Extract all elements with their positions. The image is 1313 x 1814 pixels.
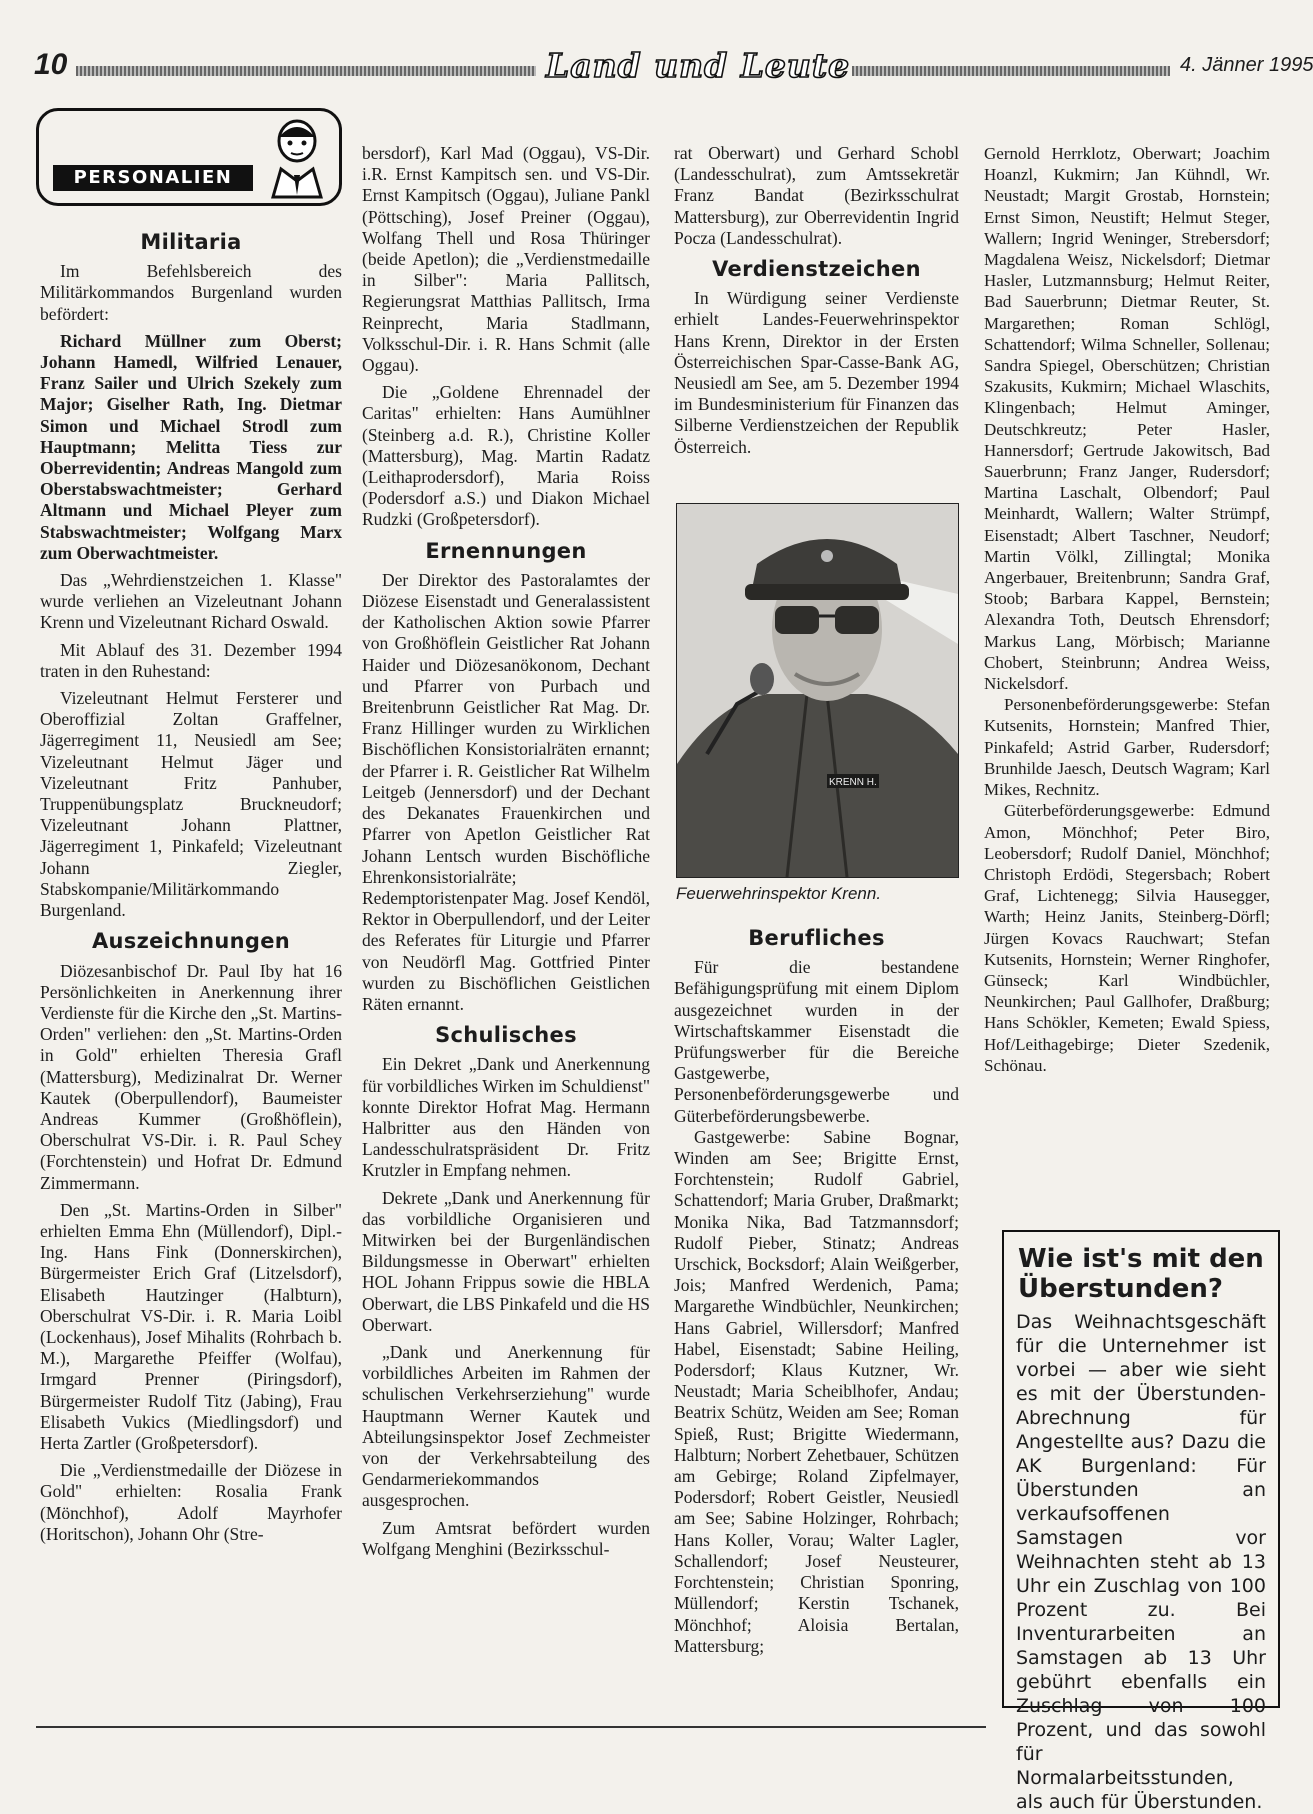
heading-schulisches: Schulisches (435, 1023, 577, 1048)
paragraph: Güterbeförderungsgewerbe: Edmund Amon, Mönchhof; Peter Biro, Leobersdorf; Rudolf Daniel, Mönchhof; Christoph Erdödi, Stegersbach; Robert Graf, Lichtenegg; Silvia Hausegger, Warth; Heinz Janits, Steinberg-Dörfl; Jürgen Kovacs Rauchwart; Stefan Kutsenits, Hornstein; Werner Ringhofer, Günseck; Karl Windbüchler, Neunkirchen; Paul Gallhofer, Draßburg; Hans Schökler, Kemeten; Ewald Spiess, Hof/Leithagebirge; Dieter Szedenik, Schönau. (984, 801, 1270, 1075)
heading-auszeichnungen: Auszeichnungen (91, 929, 291, 954)
header-rule-right (852, 66, 1170, 76)
heading-verdienstzeichen: Verdienstzeichen (712, 257, 921, 282)
photo-krenn (676, 503, 959, 878)
section-title: Land und Leute (546, 46, 851, 85)
paragraph: rat Oberwart) und Gerhard Schobl (Landesschulrat), zum Amtssekretär Franz Bandat (Bezirksschulrat Mattersburg), zur Oberrevidentin Ingrid Pocza (Landesschulrat). (674, 143, 959, 248)
paragraph: Den „St. Martins-Orden in Silber" erhielten Emma Ehn (Müllendorf), Dipl.-Ing. Hans Fink (Donnerskirchen), Bürgermeister Erich Graf (Litzelsdorf), Elisabeth Hautzinger (Halbturn), Oberschulrat VS-Dir. i. R. Maria Loibl (Lockenhaus), Josef Mihalits (Rohrbach b. M.), Margarethe Pfeiffer (Wolfau), Irmgard Prenner (Piringsdorf), Bürgermeister Rudolf Titz (Jabing), Frau Elisabeth Vukics (Miedlingsdorf) und Herta Zartler (Großpetersdorf). (40, 1199, 342, 1453)
person-icon (267, 117, 327, 197)
paragraph: bersdorf), Karl Mad (Oggau), VS-Dir. i.R. Ernst Kampitsch sen. und VS-Dir. Ernst Kampitsch (Oggau), Juliane Pankl (Pöttsching), Josef Preiner (Oggau), Wolfang Thell und Rosa Thüringer (beide Apetlon); die „Verdienstmedaille in Silber": Maria Pallitsch, Regierungsrat Matthias Pallitsch, Irma Reinprecht, Maria Stadlmann, Volksschul-Dir. i. R. Hans Schmit (alle Oggau). (362, 143, 650, 376)
heading-militaria: Militaria (140, 230, 242, 254)
column-4 (984, 143, 1270, 1076)
overtime-text: Das Weihnachtsgeschäft für die Unternehmer ist vorbei — aber wie sieht es mit der Überstunden-Abrechnung für Angestellte aus? Dazu die AK Burgenland: Für Überstunden an verkaufsoffenen Samstagen vor Weihnachten steht ab 13 Uhr ein Zuschlag von 100 Prozent zu. Bei Inventurarbeiten an Samstagen ab 13 Uhr gebührt ebenfalls ein Zuschlag von 100 Prozent, und das sowohl für Normalarbeitsstunden, als auch für Überstunden. (1016, 1311, 1266, 1813)
paragraph: Der Direktor des Pastoralamtes der Diözese Eisenstadt und Generalassistent der Katholischen Aktion sowie Pfarrer von Großhöflein Geistlicher Rat Johann Haider und Diözesanökonom, Dechant und Pfarrer von Purbach und Breitenbrunn Geistlicher Rat Mag. Dr. Franz Hillinger wurden zu Wirklichen Bischöflichen Konsistorialräten ernannt; der Pfarrer i. R. Geistlicher Rat Wilhelm Leitgeb (Jennersdorf) und der Dechant des Dekanates Frauenkirchen und Pfarrer von Apetlon Geistlicher Rat Johann Lentsch wurden Bischöfliche Ehrenkonsistorialräte; Redemptoristenpater Mag. Josef Kendöl, Rektor in Oberpullendorf, und der Leiter des Referates für Liturgie und Pfarrer von Neudörfl Mag. Gottfried Pinter wurden zu Bischöflichen Geistlichen Räten ernannt. (362, 569, 650, 1014)
page-number: 10 (34, 48, 68, 81)
paragraph: Diözesanbischof Dr. Paul Iby hat 16 Persönlichkeiten in Anerkennung ihrer Verdienste für die Kirche den „St. Martins-Orden" verliehen: den „St. Martins-Orden in Gold" erhielten Theresia Grafl (Mattersburg), Medizinalrat Dr. Werner Kautek (Oberpullendorf), Baumeister Andreas Kummer (Großhöflein), Oberschulrat VS-Dir. i. R. Paul Schey (Forchtenstein) und Hofrat Dr. Edmund Zimmermann. (40, 960, 342, 1193)
heading-ernennungen: Ernennungen (425, 538, 587, 563)
paragraph: Gernold Herrklotz, Oberwart; Joachim Hoanzl, Kukmirn; Jan Kühndl, Wr. Neustadt; Margit Grostab, Hornstein; Ernst Simon, Neustift; Helmut Steger, Wallern; Ingrid Weninger, Strebersdorf; Magdalena Weisz, Nickelsdorf; Dietmar Hasler, Lutzmannsburg; Helmut Reiter, Bad Sauerbrunn; Dietmar Reuter, St. Margarethen; Roman Schlögl, Schattendorf; Wilma Schneller, Sollenau; Sandra Spiegel, Oberschützen; Christian Szakusits, Kukmirn; Michael Wlaschits, Klingenbach; Helmut Aminger, Deutschkreutz; Peter Hasler, Hannersdorf; Gertrude Jakowitsch, Bad Sauerbrunn; Franz Janger, Rudersdorf; Martina Laschalt, Olbendorf; Paul Meinhardt, Wallern; Walter Strümpf, Eisenstadt; Albert Taschner, Neudorf; Martin Völkl, Zillingtal; Monika Angerbauer, Breitenbrunn; Sandra Graf, Stoob; Barbara Kappel, Bernstein; Alexandra Toth, Deutsch Ehrensdorf; Markus Lang, Mörbisch; Marianne Chobert, Steinbrunn; Andrea Weiss, Nickelsdorf. (984, 144, 1270, 694)
photo-caption: Feuerwehrinspektor Krenn. (676, 884, 882, 903)
paragraph: Ein Dekret „Dank und Anerkennung für vorbildliches Wirken im Schuldienst" konnte Direktor Hofrat Mag. Hermann Halbritter aus den Händen von Landesschulratspräsident Dr. Fritz Krutzler in Empfang nehmen. (362, 1054, 651, 1181)
paragraph: Richard Müllner zum Oberst; Johann Hamedl, Wilfried Lenauer, Franz Sailer und Ulrich Szekely zum Major; Giselher Rath, Ing. Dietmar Simon und Michael Strodl zum Hauptmann; Melitta Tiess zur Oberrevidentin; Andreas Mangold zum Oberstabswachtmeister; Gerhard Altmann und Michael Pleyer zum Stabswachtmeister; Wolfgang Marx zum Oberwachtmeister. (40, 330, 342, 563)
paragraph: In Würdigung seiner Verdienste erhielt Landes-Feuerwehrinspektor Hans Krenn, Direktor in der Ersten Österreichischen Spar-Casse-Bank AG, Neusiedl am See, am 5. Dezember 1994 im Bundesministerium für Finanzen das Silberne Verdienstzeichen der Republik Österreich. (674, 288, 959, 457)
paragraph: „Dank und Anerkennung für vorbildliches Arbeiten im Rahmen der schulischen Verkehrserziehung" wurde Hauptmann Werner Kautek und Abteilungsinspektor Josef Zechmeister von der Verkehrsabteilung des Gendarmeriekommandos ausgesprochen. (362, 1341, 650, 1511)
paragraph: Das „Wehrdienstzeichen 1. Klasse" wurde verliehen an Vizeleutnant Johann Krenn und Vizeleutnant Richard Oswald. (40, 570, 342, 633)
personalien-banner: PERSONALIEN (53, 165, 253, 191)
paragraph: Für die bestandene Befähigungsprüfung mit einem Diplom ausgezeichnet wurden in der Wirtschaftskammer Eisenstadt die Prüfungswerber für die Bereiche Gastgewerbe, Personenbeförderungsgewerbe und Güterbeförderungsbewerbe. (674, 957, 959, 1126)
personalien-box (36, 108, 342, 206)
paragraph: Vizeleutnant Helmut Fersterer und Oberoffizial Zoltan Graffelner, Jägerregiment 11, Neusiedl am See; Vizeleutnant Helmut Jäger und Vizeleutnant Fritz Panhuber, Truppenübungsplatz Bruckneudorf; Vizeleutnant Johann Plattner, Jägerregiment 1, Pinkafeld; Vizeleutnant Johann Ziegler, Stabskompanie/Militärkommando Burgenland. (40, 688, 342, 921)
heading-berufliches: Berufliches (748, 926, 885, 950)
paragraph: Im Befehlsbereich des Militärkommandos Burgenland wurden befördert: (40, 261, 342, 324)
paragraph: Gastgewerbe: Sabine Bognar, Winden am See; Brigitte Ernst, Forchtenstein; Rudolf Gabriel, Schattendorf; Maria Gruber, Draßmarkt; Monika Nika, Bad Tatzmannsdorf; Rudolf Pieber, Stinatz; Andreas Urschick, Bocksdorf; Alain Weißgerber, Jois; Manfred Werdenich, Pama; Margarethe Windbüchler, Neunkirchen; Hans Gabriel, Willersdorf; Manfred Habel, Eisenstadt; Sabine Heiling, Podersdorf; Klaus Kutzner, Wr. Neustadt; Maria Scheiblhofer, Andau; Beatrix Schütz, Weiden am See; Roman Spieß, Rust; Brigitte Wiedermann, Halbturn; Norbert Zehetbauer, Schützen am Gebirge; Roland Zipfelmayer, Podersdorf; Robert Geistler, Neusiedl am See; Sabine Holzinger, Rohrbach; Hans Koller, Vorau; Walter Lagler, Schallendorf; Josef Neusteurer, Forchtenstein; Christian Sponring, Müllendorf; Kerstin Tschanek, Mönchhof; Aloisia Bertalan, Mattersburg; (674, 1126, 959, 1656)
paragraph: Mit Ablauf des 31. Dezember 1994 traten in den Ruhestand: (40, 639, 342, 681)
paragraph: Dekrete „Dank und Anerkennung für das vorbildliche Organisieren und Mitwirken bei der Burgenländischen Bildungsmesse in Oberwart" erhielten HOL Johann Frippus sowie die HBLA Oberwart, die LBS Pinkafeld und die HS Oberwart. (362, 1187, 650, 1335)
column-3 (674, 143, 959, 458)
paragraph: Die „Goldene Ehrennadel der Caritas" erhielten: Hans Aumühlner (Steinberg a.d. R.), Christine Koller (Mattersburg), Mag. Martin Radatz (Leithaprodersdorf), Maria Roiss (Podersdorf a.S.) und Diakon Michael Rudzki (Großpetersdorf). (362, 382, 650, 530)
paragraph: Die „Verdienstmedaille der Diözese in Gold" erhielten: Rosalia Frank (Mönchhof), Adolf Mayrhofer (Horitschon), Johann Ohr (Stre- (40, 1460, 342, 1544)
paragraph: Personenbeförderungsgewerbe: Stefan Kutsenits, Hornstein; Manfred Thier, Pinkafeld; Astrid Garber, Rudersdorf; Brunhilde Jaesch, Deutsch Wagram; Karl Mikes, Rechnitz. (984, 695, 1270, 800)
header-rule-left (76, 66, 536, 76)
column-3-lower (674, 918, 959, 1657)
paragraph: Zum Amtsrat befördert wurden Wolfgang Menghini (Bezirksschul- (362, 1517, 650, 1559)
overtime-box (1002, 1230, 1280, 1813)
bottom-rule (36, 1726, 986, 1728)
name-tag: KRENN H. (829, 777, 877, 788)
page-header (34, 46, 1313, 88)
issue-date: 4. Jänner 1995 (1180, 54, 1313, 76)
column-1 (40, 222, 342, 1545)
overtime-title: Wie ist's mit den Überstunden? (1018, 1244, 1264, 1304)
column-2 (362, 143, 650, 1560)
